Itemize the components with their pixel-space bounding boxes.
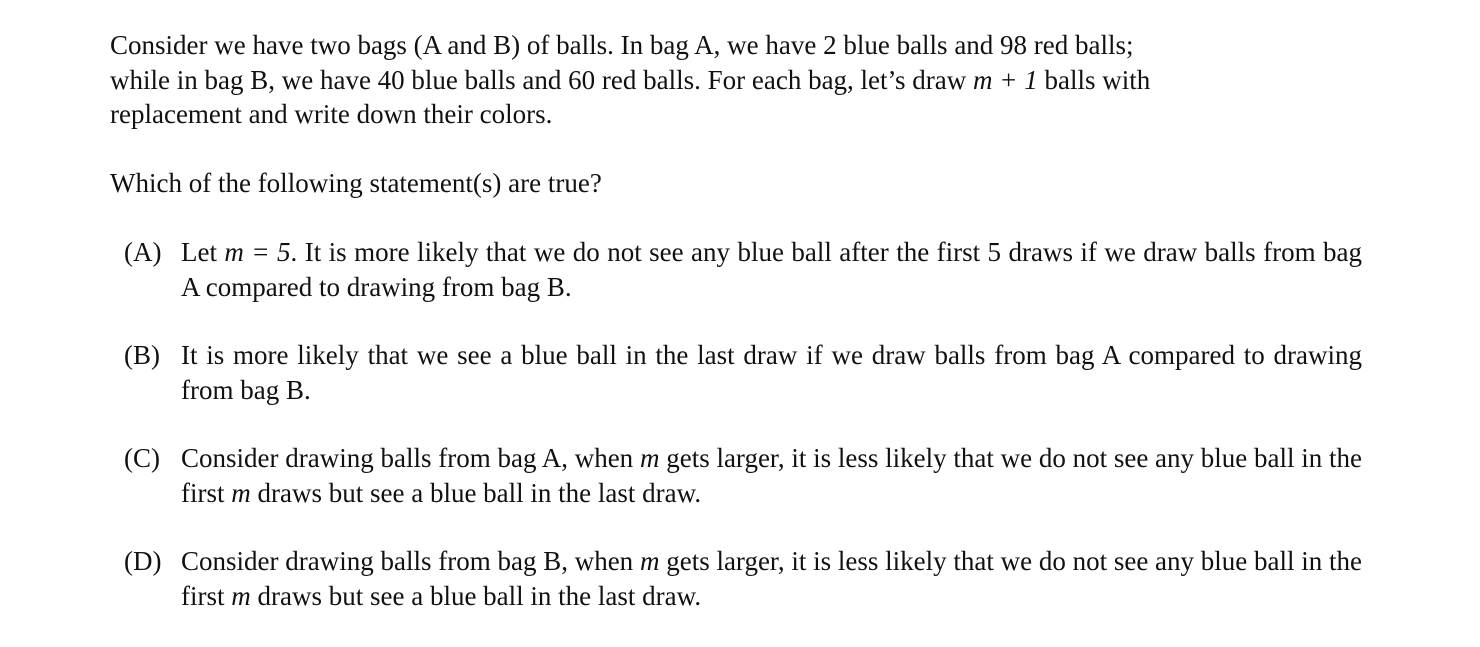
option-c-math-2: m (231, 477, 251, 508)
option-a-math: m = 5 (224, 237, 291, 267)
options-list (110, 235, 1362, 613)
option-d (124, 544, 1362, 613)
intro-line-3: replacement and write down their colors. (110, 99, 553, 129)
option-d-text-mid: gets larger, it is less likely that we do not see any blue ball in the first (181, 546, 1363, 611)
option-c-label: (C) (124, 443, 160, 473)
option-c-text-pre: Consider drawing balls from bag A, when (181, 443, 640, 473)
option-c-text-post: draws but see a blue ball in the last draw. (250, 477, 702, 508)
option-d-text-post: draws but see a blue ball in the last draw. (250, 580, 702, 611)
option-b-label: (B) (124, 340, 160, 370)
intro-line-2-pre: while in bag B, we have 40 blue balls and 60 red balls. For each bag, let’s draw (110, 64, 974, 95)
intro-line-2-post: balls with (1037, 64, 1151, 95)
question-text: Which of the following statement(s) are true? (110, 167, 602, 198)
option-d-math-2: m (231, 580, 251, 611)
intro-math-expression: m + 1 (973, 64, 1038, 95)
option-d-text-pre: Consider drawing balls from bag B, when (181, 546, 640, 576)
problem-document (110, 28, 1362, 647)
option-c-text-mid: gets larger, it is less likely that we do not see any blue ball in the first (181, 443, 1363, 508)
option-c-math-1: m (639, 443, 660, 473)
option-b-text: It is more likely that we see a blue ball in the last draw if we draw balls from bag A compared to drawing from bag B. (181, 340, 1362, 405)
intro-line-1: Consider we have two bags (A and B) of balls. In bag A, we have 2 blue balls and 98 red balls; (110, 30, 1134, 60)
option-a-label: (A) (124, 237, 162, 267)
option-d-label: (D) (124, 546, 162, 576)
option-a-text-post: . It is more likely that we do not see any blue ball after the first 5 draws if we draw balls from bag A compared to drawing from bag B. (181, 237, 1362, 302)
option-d-math-1: m (639, 546, 660, 576)
option-a-text (181, 235, 1362, 304)
option-c (124, 441, 1362, 510)
option-c-text (181, 441, 1362, 510)
option-d-text (181, 544, 1362, 613)
option-a (124, 235, 1362, 304)
option-b (124, 338, 1362, 407)
intro-paragraph (110, 28, 1362, 132)
option-a-text-pre: Let (181, 237, 225, 267)
